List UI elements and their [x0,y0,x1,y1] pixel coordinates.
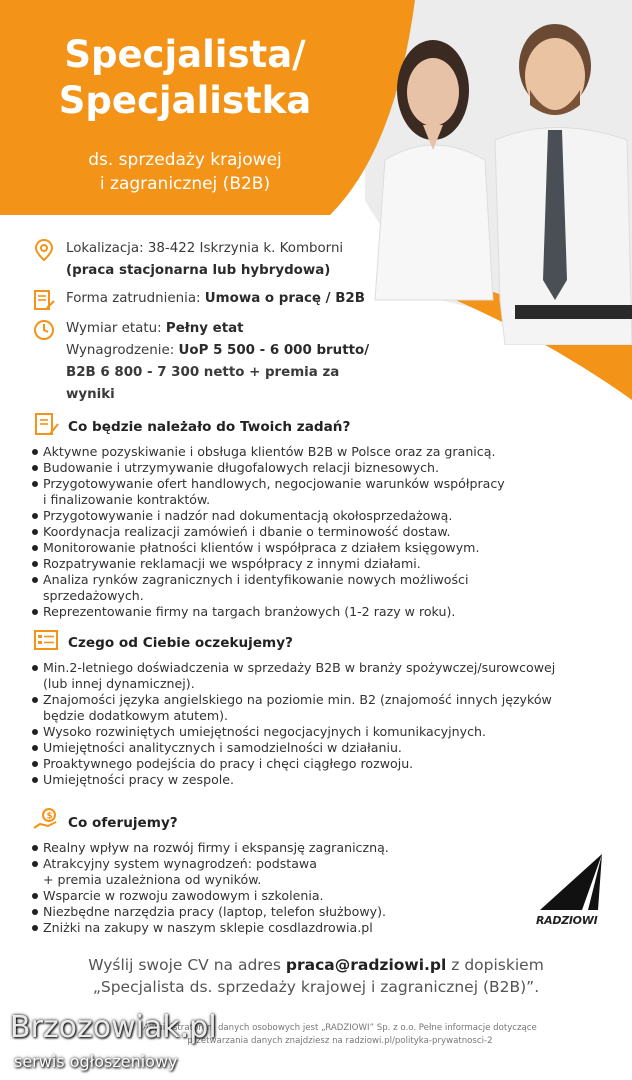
hand-money-icon [32,806,60,834]
list-item: Budowanie i utrzymywanie długofalowych relacji biznesowych. [32,460,612,476]
logo-text: RADZIOWI [536,914,598,927]
list-item: Przygotowywanie i nadzór nad dokumentacją okołosprzedażową. [32,508,612,524]
list-item: Atrakcyjny system wynagrodzeń: podstawa + premia uzależniona od wyników. [32,856,512,888]
list-item: Wysoko rozwiniętych umiejętności negocjacyjnych i komunikacyjnych. [32,724,612,740]
list-item: Przygotowywanie ofert handlowych, negocjowanie warunków współpracy i finalizowanie kontraktów. [32,476,612,508]
location-note: (praca stacjonarna lub hybrydowa) [66,263,331,278]
duties-list [32,444,612,620]
offer-list [32,840,512,936]
employment-form-value: Umowa o pracę / B2B [204,291,365,306]
list-item: Monitorowanie płatności klientów i współpraca z działem księgowym. [32,540,612,556]
clock-money-icon [32,318,56,342]
legal-notice: Administratorem danych osobowych jest „RADZIOWI” Sp. z o.o. Pełne informacje dotyczące przetwarzania danych znajdziesz na radziowi.pl/polityka-prywatnosci-2 [143,1023,537,1046]
job-info [32,238,392,406]
job-subtitle: ds. sprzedaży krajowej i zagranicznej (B2B) [88,150,282,194]
location-pin-icon [32,238,56,262]
list-item: Wsparcie w rozwoju zawodowym i szkolenia. [32,888,512,904]
list-item: Koordynacja realizacji zamówień i dbanie o terminowość dostaw. [32,524,612,540]
salary-b2b: B2B 6 800 - 7 300 netto + premia za wyniki [66,365,340,402]
offer-section [32,810,512,936]
checklist-icon [32,410,60,438]
list-item: Realny wpływ na rozwój firmy i ekspansję zagraniczną. [32,840,512,856]
list-item: Umiejętności pracy w zespole. [32,772,612,788]
offer-heading: $ Co oferujemy? [32,810,512,836]
salary-uop: UoP 5 500 - 6 000 brutto/ [178,343,370,358]
duties-heading: Co będzie należało do Twoich zadań? [32,414,612,440]
list-item: Znajomości języka angielskiego na poziomie min. B2 (znajomość innych języków będzie dodatkowym atutem). [32,692,612,724]
list-item: Niezbędne narzędzia pracy (laptop, telefon służbowy). [32,904,512,920]
location-row [32,238,392,282]
list-item: Analiza rynków zagranicznych i identyfikowanie nowych możliwości sprzedażowych. [32,572,612,604]
apply-email-link[interactable]: praca@radziowi.pl [285,956,447,974]
job-title: Specjalista/ Specjalistka [58,33,312,122]
list-icon [32,626,60,654]
list-item: Rozpatrywanie reklamacji we współpracy z innymi działami. [32,556,612,572]
worktime-row: Wymiar etatu: Pełny etat Wynagrodzenie: UoP 5 500 - 6 000 brutto/ [32,318,392,362]
requirements-heading: Czego od Ciebie oczekujemy? [32,630,612,656]
requirements-section [32,630,612,788]
list-item: Proaktywnego podejścia do pracy i chęci ciągłego rozwoju. [32,756,612,772]
watermark-title: Brzozowiak.pl [10,1010,217,1045]
svg-text:$: $ [46,811,53,822]
list-item: Reprezentowanie firmy na targach branżowych (1-2 razy w roku). [32,604,612,620]
duties-section [32,414,612,620]
list-item: Zniżki na zakupy w naszym sklepie cosdlazdrowia.pl [32,920,512,936]
watermark-subtitle: serwis ogłoszeniowy [14,1052,178,1071]
list-item: Umiejętności analitycznych i samodzielności w działaniu. [32,740,612,756]
worktime-value: Pełny etat [165,321,244,336]
list-item: Aktywne pozyskiwanie i obsługa klientów B2B w Polsce oraz za granicą. [32,444,612,460]
location-text: Lokalizacja: 38-422 Iskrzynia k. Komborni [66,241,344,256]
employment-form-row: Forma zatrudnienia: Umowa o pracę / B2B [32,288,392,310]
list-item: Min.2-letniego doświadczenia w sprzedaży B2B w branży spożywczej/surowcowej (lub innej dynamicznej). [32,660,612,692]
people-photo [365,0,632,345]
contract-icon [32,288,56,312]
requirements-list [32,660,612,788]
apply-instructions: Wyślij swoje CV na adres praca@radziowi.pl z dopiskiem „Specjalista ds. sprzedaży krajowej i zagranicznej (B2B)”. [88,956,544,996]
